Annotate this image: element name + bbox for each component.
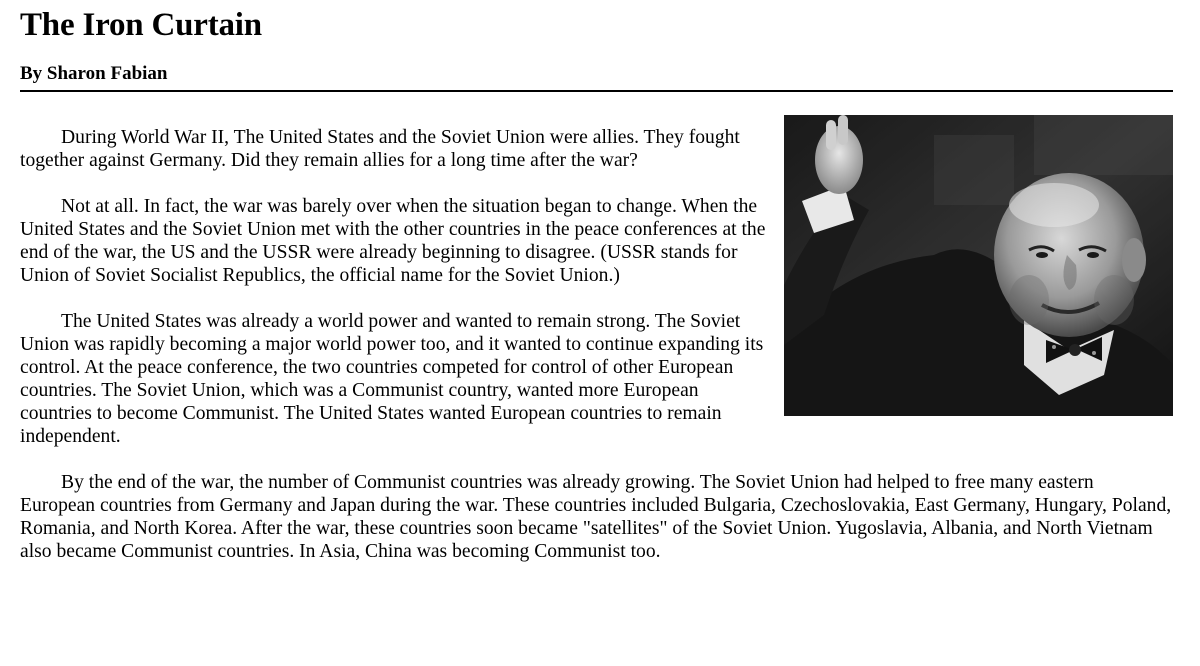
article-body <box>20 126 1173 563</box>
paragraph-1: During World War II, The United States and the Soviet Union were allies. They fought together against Germany. Did they remain allies for a long time after the war? <box>20 127 740 171</box>
article-title: The Iron Curtain <box>20 7 262 43</box>
paragraph-4: By the end of the war, the number of Communist countries was already growing. The Soviet Union had helped to free many eastern European countries from Germany and Japan during the war. These countries included Bulgaria, Czechoslovakia, East Germany, Hungary, Poland, Romania, and North Korea. After the war, these countries soon became "satellites" of the Soviet Union. Yugoslavia, Albania, and North Vietnam also became Communist countries. In Asia, China was becoming Communist too. <box>20 472 1172 562</box>
title-divider <box>20 90 1173 92</box>
churchill-photo <box>784 115 1173 416</box>
article-byline: By Sharon Fabian <box>20 63 168 84</box>
article-page <box>20 0 1173 586</box>
paragraph-2: Not at all. In fact, the war was barely over when the situation began to change. When the United States and the Soviet Union met with the other countries in the peace conferences at the end of the war, the US and the USSR were already beginning to disagree. (USSR stands for Union of Soviet Socialist Republics, the official name for the Soviet Union.) <box>20 196 766 286</box>
winston-churchill-portrait-icon <box>784 115 1173 416</box>
paragraph-3: The United States was already a world power and wanted to remain strong. The Soviet Union was rapidly becoming a major world power too, and it wanted to continue expanding its control. At the peace conference, the two countries competed for control of other European countries. The Soviet Union, which was a Communist country, wanted more European countries to become Communist. The United States wanted European countries to remain independent. <box>20 311 764 447</box>
